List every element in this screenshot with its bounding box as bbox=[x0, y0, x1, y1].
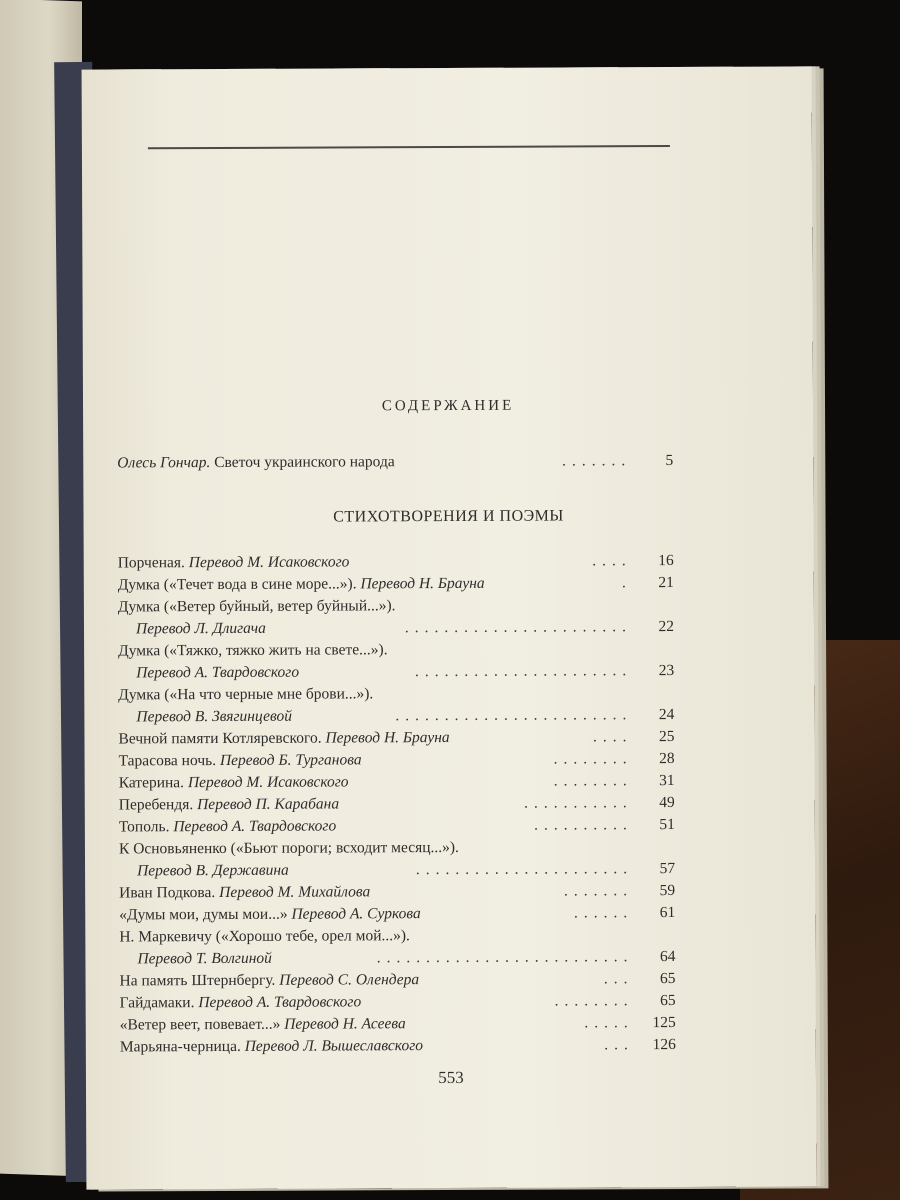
toc-entry: «Ветер веет, повевает...» Перевод Н. Асеева ..... 125 bbox=[119, 1014, 676, 1034]
section-title: СТИХОТВОРЕНИЯ И ПОЭМЫ bbox=[333, 507, 564, 526]
leader-dots: ....... bbox=[562, 452, 632, 470]
page-number: 553 bbox=[438, 1067, 464, 1088]
toc-entry: Катерина. Перевод М. Исаковского ........ 31 bbox=[118, 772, 675, 792]
toc-entry-continuation: Перевод А. Твардовского ...................... 23 bbox=[136, 662, 675, 682]
toc-entry-continuation: Перевод Л. Длигача ....................... 22 bbox=[135, 618, 675, 638]
toc-entry: Вечной памяти Котляревского. Перевод Н. Брауна .... 25 bbox=[118, 728, 675, 748]
top-rule bbox=[148, 145, 670, 149]
toc-entry: Думка («Тяжко, тяжко жить на свете...»). bbox=[118, 641, 388, 660]
toc-entry: На память Штернбергу. Перевод С. Олендера ... 65 bbox=[119, 970, 676, 990]
toc-entry: Н. Маркевичу («Хорошо тебе, орел мой...»). bbox=[119, 927, 410, 946]
toc-entry: Перебендя. Перевод П. Карабана ........... 49 bbox=[118, 794, 675, 814]
toc-entry: К Основьяненко («Бьют пороги; всходит месяц...»). bbox=[118, 838, 459, 858]
contents-heading: СОДЕРЖАНИЕ bbox=[381, 397, 515, 415]
toc-entry: Думка («Ветер буйный, ветер буйный...»). bbox=[117, 597, 396, 616]
toc-entry-continuation: Перевод Т. Волгиной .......................... 64 bbox=[137, 948, 676, 968]
preface-title: Светоч украинского народа bbox=[214, 453, 395, 472]
toc-entry: Порченая. Перевод М. Исаковского .... 16 bbox=[117, 552, 674, 572]
toc-entry: Тарасова ночь. Перевод Б. Турганова ........ 28 bbox=[118, 750, 675, 770]
toc-entry: Думка («На что черные мне брови...»). bbox=[118, 685, 374, 704]
toc-entry: Гайдамаки. Перевод А. Твардовского ........ 65 bbox=[119, 992, 676, 1012]
toc-entry: Думка («Течет вода в сине море...»). Перевод Н. Брауна . 21 bbox=[117, 574, 674, 594]
toc-entry: Марьяна-черница. Перевод Л. Вышеславского ... 126 bbox=[119, 1036, 676, 1056]
toc-entry: «Думы мои, думы мои...» Перевод А. Суркова ...... 61 bbox=[119, 904, 676, 924]
toc-entry: Тополь. Перевод А. Твардовского .......... 51 bbox=[118, 816, 675, 836]
toc-entry-continuation: Перевод В. Звягинцевой ........................ 24 bbox=[136, 706, 675, 726]
preface-author: Олесь Гончар. bbox=[117, 454, 211, 472]
toc-entry-continuation: Перевод В. Державина ...................... 57 bbox=[137, 860, 676, 880]
toc-entry: Иван Подкова. Перевод М. Михайлова ....... 59 bbox=[119, 882, 676, 902]
toc-preface-row bbox=[117, 452, 673, 476]
preface-page: 5 bbox=[665, 452, 674, 470]
book-page bbox=[82, 66, 817, 1189]
